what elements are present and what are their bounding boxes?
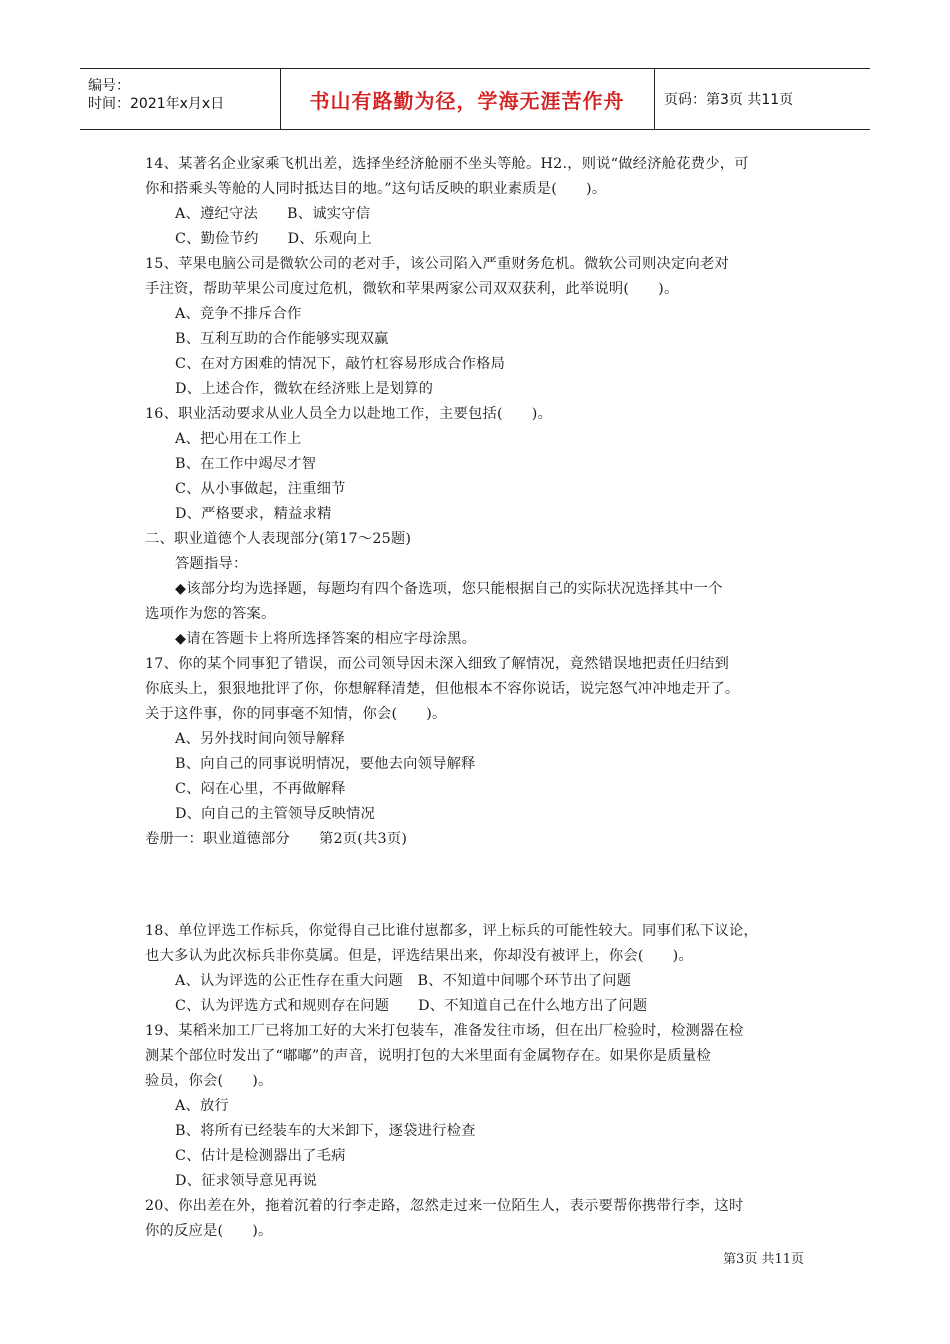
header-table bbox=[80, 68, 870, 130]
question-19-line-3: 验员，你会( )。 bbox=[145, 1073, 273, 1089]
question-14-line-1: 14、某著名企业家乘飞机出差，选择坐经济舱丽不坐头等舱。H2.，则说“做经济舱花费少，可 bbox=[145, 156, 749, 172]
question-19-line-1: 19、某稻米加工厂已将加工好的大米打包装车，准备发往市场，但在出厂检验时，检测器在检 bbox=[145, 1023, 744, 1039]
question-17-option-d: D、向自己的主管领导反映情况 bbox=[175, 806, 376, 822]
question-18-line-1: 18、单位评选工作标兵，你觉得自己比谁付崽都多，评上标兵的可能性较大。同事们私下议论， bbox=[145, 923, 758, 939]
question-19-line-2: 测某个部位时发出了“嘟嘟”的声音，说明打包的大米里面有金属物存在。如果你是质量检 bbox=[145, 1048, 711, 1064]
question-17-line-2: 你底头上，狠狠地批评了你，你想解释清楚，但他根本不容你说话，说完怒气冲冲地走开了。 bbox=[145, 681, 740, 697]
section-heading: 二、职业道德个人表现部分(第17～25题) bbox=[145, 531, 412, 547]
question-15-option-c: C、在对方困难的情况下，敲竹杠容易形成合作格局 bbox=[175, 356, 506, 372]
question-16-option-b: B、在工作中竭尽才智 bbox=[175, 456, 317, 472]
header-page-cell bbox=[664, 69, 870, 129]
question-16-line-1: 16、职业活动要求从业人员全力以赴地工作，主要包括( )。 bbox=[145, 406, 553, 422]
question-17-option-b: B、向自己的同事说明情况，要他去向领导解释 bbox=[175, 756, 476, 772]
number-label: 编号： bbox=[88, 78, 130, 94]
document-body bbox=[145, 152, 815, 1244]
instruction-1-line-1: ◆该部分均为选择题，每题均有四个备选项，您只能根据自己的实际状况选择其中一个 bbox=[175, 581, 723, 597]
header-motto-cell bbox=[280, 69, 655, 129]
motto-text: 书山有路勤为径，学海无涯苦作舟 bbox=[309, 88, 625, 113]
question-18-options-ab: A、认为评选的公正性存在重大问题 B、不知道中间哪个环节出了问题 bbox=[175, 973, 632, 989]
header-meta-cell bbox=[80, 69, 281, 129]
inner-page-footer: 卷册一：职业道德部分 第2页(共3页) bbox=[145, 831, 408, 847]
question-14-options-cd: C、勤俭节约 D、乐观向上 bbox=[175, 231, 372, 247]
question-17-option-a: A、另外找时间向领导解释 bbox=[175, 731, 345, 747]
time-label: 时间：2021年x月x日 bbox=[88, 96, 225, 112]
question-15-option-b: B、互利互助的合作能够实现双赢 bbox=[175, 331, 389, 347]
question-18-line-2: 也大多认为此次标兵非你莫属。但是，评选结果出来，你却没有被评上，你会( )。 bbox=[145, 948, 693, 964]
question-20-line-2: 你的反应是( )。 bbox=[145, 1223, 273, 1239]
question-17-option-c: C、闷在心里，不再做解释 bbox=[175, 781, 346, 797]
question-16-option-a: A、把心用在工作上 bbox=[175, 431, 302, 447]
question-14-line-2: 你和搭乘头等舱的人同时抵达目的地。”这句话反映的职业素质是( )。 bbox=[145, 181, 607, 197]
question-20-line-1: 20、你出差在外，拖着沉着的行李走路，忽然走过来一位陌生人，表示要帮你携带行李，这时 bbox=[145, 1198, 744, 1214]
question-15-line-1: 15、苹果电脑公司是微软公司的老对手，该公司陷入严重财务危机。微软公司则决定向老对 bbox=[145, 256, 729, 272]
question-15-line-2: 手注资，帮助苹果公司度过危机，微软和苹果两家公司双双获利，此举说明( )。 bbox=[145, 281, 679, 297]
question-16-option-c: C、从小事做起，注重细节 bbox=[175, 481, 346, 497]
question-15-option-d: D、上述合作，微软在经济账上是划算的 bbox=[175, 381, 434, 397]
question-14-options-ab: A、遵纪守法 B、诚实守信 bbox=[175, 206, 371, 222]
question-17-line-3: 关于这件事，你的同事毫不知情，你会( )。 bbox=[145, 706, 447, 722]
question-15-option-a: A、竞争不排斥合作 bbox=[175, 306, 302, 322]
instruction-1-line-2: 选项作为您的答案。 bbox=[145, 606, 276, 622]
question-19-option-d: D、征求领导意见再说 bbox=[175, 1173, 318, 1189]
question-17-line-1: 17、你的某个同事犯了错误，而公司领导因未深入细致了解情况，竟然错误地把责任归结到 bbox=[145, 656, 729, 672]
instruction-heading: 答题指导： bbox=[175, 556, 248, 572]
question-19-option-b: B、将所有已经装车的大米卸下，逐袋进行检查 bbox=[175, 1123, 476, 1139]
instruction-2: ◆请在答题卡上将所选择答案的相应字母涂黑。 bbox=[175, 631, 477, 647]
question-19-option-c: C、估计是检测器出了毛病 bbox=[175, 1148, 346, 1164]
question-19-option-a: A、放行 bbox=[175, 1098, 230, 1114]
page-break-gap bbox=[145, 852, 815, 919]
question-18-options-cd: C、认为评选方式和规则存在问题 D、不知道自己在什么地方出了问题 bbox=[175, 998, 648, 1014]
page-label: 页码：第3页 共11页 bbox=[664, 92, 794, 108]
question-16-option-d: D、严格要求，精益求精 bbox=[175, 506, 332, 522]
page-footer: 第3页 共11页 bbox=[723, 1252, 804, 1267]
